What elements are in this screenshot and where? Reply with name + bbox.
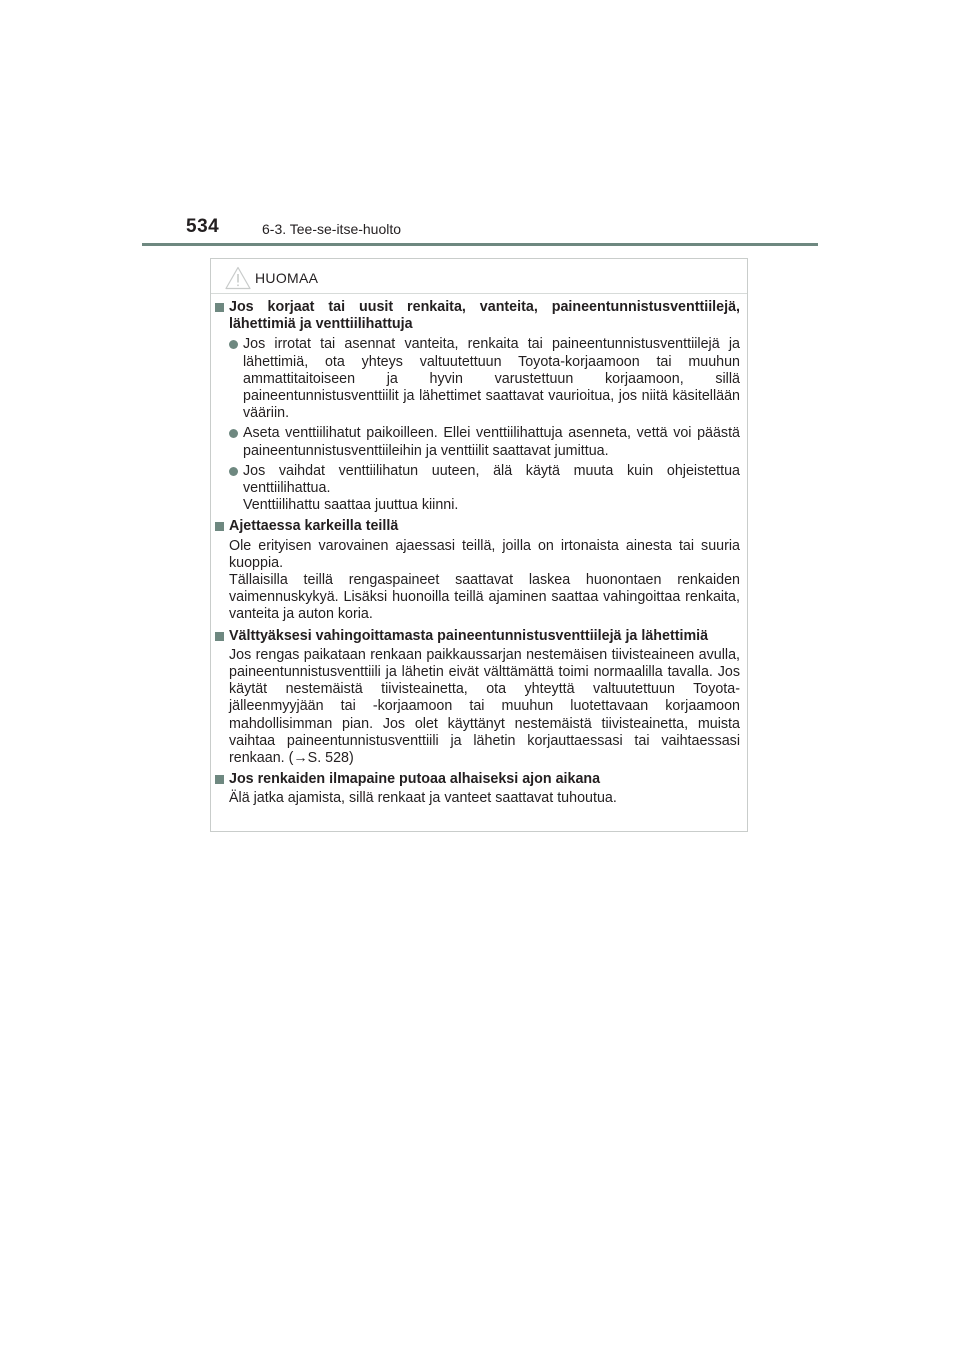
round-bullet-icon (229, 340, 238, 349)
round-bullet-icon (229, 467, 238, 476)
round-bullet-icon (229, 429, 238, 438)
section-title: 6-3. Tee-se-itse-huolto (262, 221, 402, 237)
caution-box (210, 258, 748, 832)
square-bullet-icon (215, 522, 224, 531)
caution-header (225, 265, 318, 291)
section-heading: Jos renkaiden ilmapaine putoaa alhaiseksi ajon aikana (215, 771, 740, 788)
list-item: Jos irrotat tai asennat vanteita, renkaita tai paineentunnistusventtiilejä ja lähettimiä, ota yhteys valtuutettuun Toyota-korjaamoon tai muuhun ammattitaitoiseen ja hyvin varustettuun korjaamoon, sillä paineentunnistusventtiilit ja lähettimet saattavat vaurioitua, jos niitä käsitellään vääriin. (215, 336, 740, 422)
list-item: Jos vaihdat venttiilihatun uuteen, älä käytä muuta kuin ohjeistettua venttiilihattua. Venttiilihattu saattaa juuttua kiinni. (215, 463, 740, 515)
header-rule (142, 243, 818, 246)
caution-title: HUOMAA (255, 270, 319, 286)
caution-section (215, 299, 740, 514)
square-bullet-icon (215, 775, 224, 784)
section-heading: Jos korjaat tai uusit renkaita, vanteita, paineentunnistusventtiilejä, lähettimiä ja venttiilihattuja (215, 299, 740, 333)
caution-section (215, 518, 740, 623)
section-body: Älä jatka ajamista, sillä renkaat ja vanteet saattavat tuhoutua. (229, 790, 617, 807)
square-bullet-icon (215, 303, 224, 312)
page-number: 534 (186, 216, 220, 237)
caution-section (215, 771, 740, 807)
section-body: Jos rengas paikataan renkaan paikkaussarjan nestemäisen tiivisteaineen avulla, paineentunnistusventtiili ja lähetin eivät välttämättä toimi normaalilla tavalla. Jos käytät nestemäistä tiivisteainetta, ota yhteyttä valtuutettuun Toyota-jälleenmyyjään tai -korjaamoon tai muuhun luotettavaan korjaamoon mahdollisimman pian. Jos olet käyttänyt nestemäistä tiivisteainetta, muista vaihtaa paineentunnistusventtiili ja lähetin korjauttaessasi tai vaihtaessasi renkaan. (→S. 528) (229, 646, 740, 767)
section-body: Ole erityisen varovainen ajaessasi teillä, joilla on irtonaista ainesta tai suuria kuoppia. Tällaisilla teillä rengaspaineet saattavat laskea huonontaen renkaiden vaimennuskykyä. Lisäksi huonoilla teillä ajaminen saattaa vahingoittaa renkaita, vanteita ja auton koria. (229, 537, 740, 623)
caution-divider (211, 293, 747, 294)
warning-triangle-icon (225, 266, 251, 290)
section-heading: Ajettaessa karkeilla teillä (215, 518, 740, 535)
list-item: Aseta venttiilihatut paikoilleen. Ellei venttiilihattuja asenneta, vettä voi päästä paineentunnistusventtiileihin ja venttiilit saattavat jumittua. (215, 425, 740, 459)
section-heading: Välttyäksesi vahingoittamasta paineentunnistusventtiilejä ja lähettimiä (215, 628, 740, 645)
caution-content (215, 299, 740, 812)
caution-section (215, 628, 740, 768)
square-bullet-icon (215, 632, 224, 641)
